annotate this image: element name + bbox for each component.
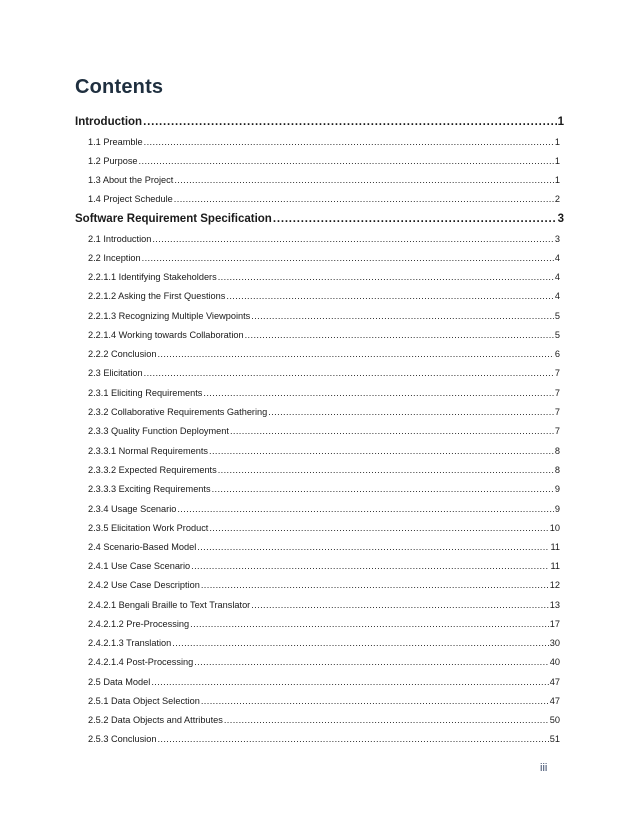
toc-entry-label: Introduction [75,116,143,128]
toc-entry-label: 2.3.3.2 Expected Requirements [88,465,217,475]
dot-leader [226,291,554,301]
toc-section-link[interactable] [88,137,560,147]
toc-entry-page: 5 [554,311,560,321]
toc-section-link[interactable] [88,291,560,301]
toc-entry-page: 9 [554,504,560,514]
toc-entry-page: 4 [554,291,560,301]
toc-chapter-link[interactable] [75,213,564,225]
toc-section-link[interactable] [88,638,560,648]
toc-entry-label: 2.5.3 Conclusion [88,734,157,744]
toc-chapter-link[interactable] [75,116,564,128]
dot-leader [190,619,549,629]
dot-leader [157,734,548,744]
toc-entry-page: 12 [549,580,560,590]
toc-entry-page: 7 [554,407,560,417]
dot-leader [245,330,554,340]
page-number: iii [540,762,548,774]
toc-section-link[interactable] [88,523,560,533]
toc-entry-label: 2.5.2 Data Objects and Attributes [88,715,223,725]
dot-leader [268,407,554,417]
dot-leader [273,213,557,225]
toc-entry-label: 1.1 Preamble [88,137,143,147]
dot-leader [194,657,549,667]
toc-entry-label: 2.3.2 Collaborative Requirements Gathering [88,407,268,417]
toc-entry-page: 17 [549,619,560,629]
toc-entry-label: Software Requirement Specification [75,213,272,225]
toc-section-link[interactable] [88,446,560,456]
toc-entry-label: 2.2.1.1 Identifying Stakeholders [88,272,217,282]
dot-leader [177,504,554,514]
dot-leader [152,234,554,244]
toc-entry-label: 2.2 Inception [88,253,141,263]
toc-entry-page: 1 [557,116,564,128]
toc-section-link[interactable] [88,600,560,610]
toc-entry-label: 2.3.1 Eliciting Requirements [88,388,203,398]
toc-section-link[interactable] [88,330,560,340]
toc-entry-label: 2.3.3 Quality Function Deployment [88,426,229,436]
toc-entry-label: 2.4 Scenario-Based Model [88,542,197,552]
toc-section-link[interactable] [88,657,560,667]
dot-leader [139,156,554,166]
dot-leader [151,677,548,687]
toc-entry-page: 50 [549,715,560,725]
toc-section-link[interactable] [88,484,560,494]
toc-entry-label: 2.1 Introduction [88,234,152,244]
dot-leader [209,446,554,456]
dot-leader [218,465,554,475]
toc-section-link[interactable] [88,368,560,378]
toc-entry-label: 2.4.2.1.3 Translation [88,638,172,648]
toc-entry-label: 2.2.1.3 Recognizing Multiple Viewpoints [88,311,251,321]
dot-leader [201,580,549,590]
dot-leader [230,426,554,436]
toc-section-link[interactable] [88,175,560,185]
toc-entry-page: 2 [554,194,560,204]
toc-section-link[interactable] [88,504,560,514]
dot-leader [224,715,549,725]
toc-entry-label: 2.2.2 Conclusion [88,349,157,359]
dot-leader [144,137,554,147]
toc-section-link[interactable] [88,194,560,204]
toc-section-link[interactable] [88,349,560,359]
toc-entry-label: 1.3 About the Project [88,175,174,185]
toc-entry-page: 3 [554,234,560,244]
toc-section-link[interactable] [88,311,560,321]
toc-entry-page: 7 [554,368,560,378]
toc-entry-page: 13 [549,600,560,610]
toc-section-link[interactable] [88,388,560,398]
toc-entry-label: 2.4.2.1 Bengali Braille to Text Translator [88,600,251,610]
toc-entry-page: 40 [549,657,560,667]
dot-leader [218,272,554,282]
toc-section-link[interactable] [88,580,560,590]
toc-entry-page: 11 [550,561,560,571]
toc-entry-page: 9 [554,484,560,494]
toc-entry-label: 1.2 Purpose [88,156,138,166]
dot-leader [197,542,549,552]
dot-leader [144,368,554,378]
toc-entry-label: 2.5 Data Model [88,677,151,687]
toc-entry-page: 1 [554,156,560,166]
dot-leader [251,311,554,321]
toc-section-link[interactable] [88,156,560,166]
toc-entry-label: 2.5.1 Data Object Selection [88,696,200,706]
toc-section-link[interactable] [88,734,560,744]
toc-entry-page: 4 [554,272,560,282]
toc-section-link[interactable] [88,234,560,244]
dot-leader [157,349,553,359]
toc-section-link[interactable] [88,677,560,687]
toc-entry-label: 2.4.2.1.4 Post-Processing [88,657,194,667]
toc-entry-page: 7 [554,426,560,436]
toc-entry-label: 2.4.1 Use Case Scenario [88,561,191,571]
toc-entry-label: 2.4.2.1.2 Pre-Processing [88,619,190,629]
toc-section-link[interactable] [88,542,560,552]
toc-entry-label: 1.4 Project Schedule [88,194,173,204]
toc-entry-page: 8 [554,446,560,456]
toc-entry-label: 2.3.3.1 Normal Requirements [88,446,209,456]
toc-entry-page: 11 [550,542,560,552]
dot-leader [191,561,549,571]
toc-entry-label: 2.3.5 Elicitation Work Product [88,523,209,533]
toc-entry-page: 4 [554,253,560,263]
toc-section-link[interactable] [88,715,560,725]
dot-leader [142,253,554,263]
dot-leader [172,638,549,648]
toc-section-link[interactable] [88,407,560,417]
toc-section-link[interactable] [88,619,560,629]
toc-entry-label: 2.3 Elicitation [88,368,143,378]
toc-entry-page: 5 [554,330,560,340]
toc-entry-page: 1 [554,137,560,147]
toc-entry-page: 47 [549,696,560,706]
toc-section-link[interactable] [88,465,560,475]
toc-section-link[interactable] [88,696,560,706]
toc-entry-page: 1 [554,175,560,185]
dot-leader [201,696,549,706]
toc-entry-label: 2.3.3.3 Exciting Requirements [88,484,211,494]
toc-entry-page: 6 [554,349,560,359]
toc-entry-label: 2.2.1.4 Working towards Collaboration [88,330,244,340]
toc-entry-page: 30 [549,638,560,648]
toc-section-link[interactable] [88,561,560,571]
toc-heading: Contents [75,76,164,98]
dot-leader [212,484,554,494]
toc-entry-page: 8 [554,465,560,475]
toc-section-link[interactable] [88,272,560,282]
dot-leader [174,175,554,185]
dot-leader [143,116,557,128]
toc-entry-page: 51 [549,734,560,744]
toc-entry-page: 10 [549,523,560,533]
toc-entry-label: 2.4.2 Use Case Description [88,580,200,590]
dot-leader [174,194,554,204]
toc-entry-label: 2.2.1.2 Asking the First Questions [88,291,226,301]
toc-section-link[interactable] [88,426,560,436]
dot-leader [209,523,548,533]
dot-leader [251,600,549,610]
toc-entry-page: 47 [549,677,560,687]
toc-entry-page: 3 [557,213,564,225]
toc-entry-label: 2.3.4 Usage Scenario [88,504,177,514]
dot-leader [203,388,553,398]
toc-entry-page: 7 [554,388,560,398]
toc-section-link[interactable] [88,253,560,263]
